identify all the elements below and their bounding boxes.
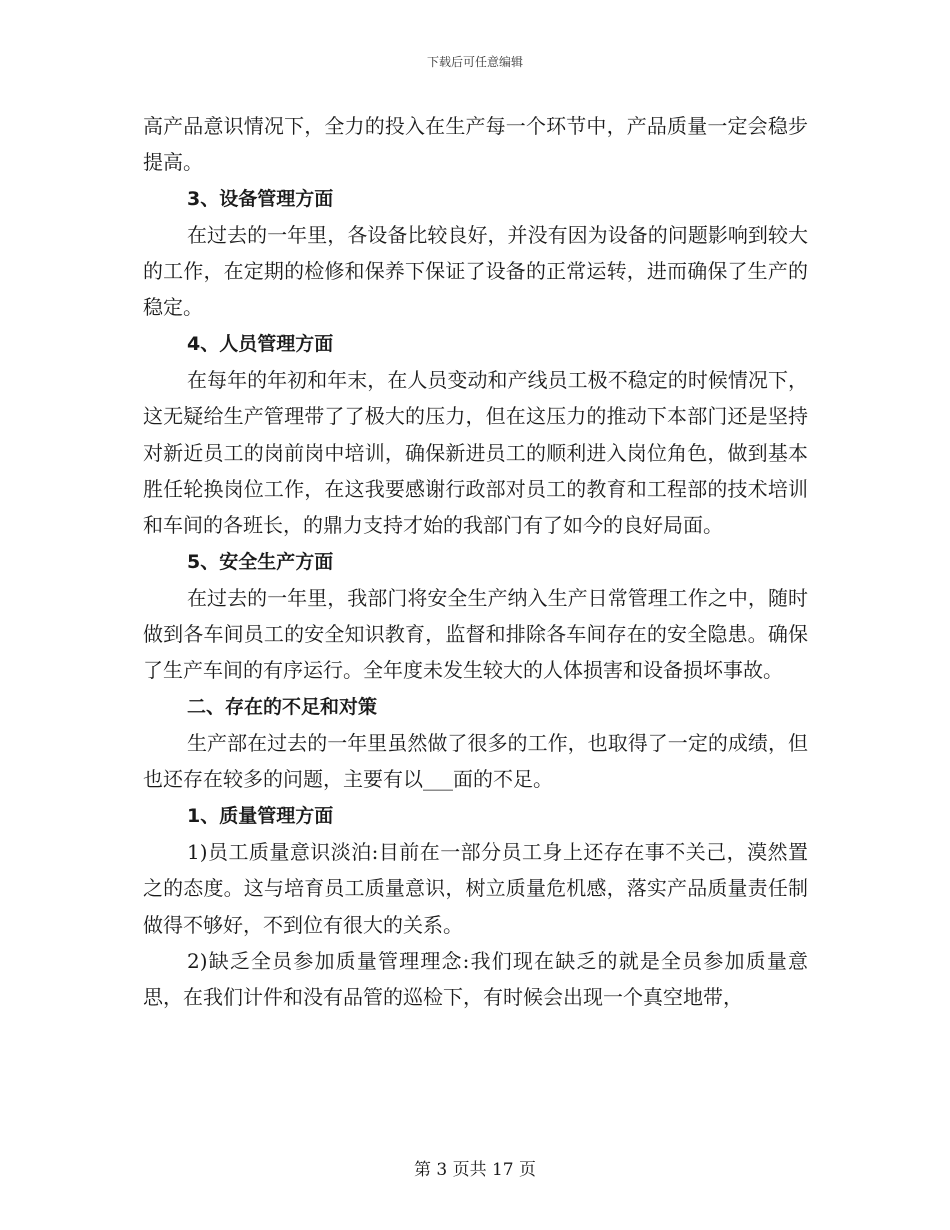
paragraph: 2)缺乏全员参加质量管理理念:我们现在缺乏的就是全员参加质量意思，在我们计件和没有品管的巡检下，有时候会出现一个真空地带，	[143, 948, 808, 1010]
paragraph: 1)员工质量意识淡泊:目前在一部分员工身上还存在事不关己，漠然置之的态度。这与培育员工质量意识，树立质量危机感，落实产品质量责任制做得不够好，不到位有很大的关系。	[143, 839, 808, 937]
section-heading: 4、人员管理方面	[187, 332, 334, 355]
section-heading: 3、设备管理方面	[187, 187, 334, 210]
document-body	[143, 108, 808, 1015]
page-number-footer: 第 3 页共 17 页	[413, 1160, 537, 1180]
paragraph: 高产品意识情况下，全力的投入在生产每一个环节中，产品质量一定会稳步提高。	[143, 114, 808, 175]
section-heading: 5、安全生产方面	[187, 550, 334, 573]
paragraph: 在过去的一年里，我部门将安全生产纳入生产日常管理工作之中，随时做到各车间员工的安全知识教育，监督和排除各车间存在的安全隐患。确保了生产车间的有序运行。全年度未发生较大的人体损害和设备损坏事故。	[143, 585, 808, 683]
paragraph: 在过去的一年里，各设备比较良好，并没有因为设备的问题影响到较大的工作，在定期的检修和保养下保证了设备的正常运转，进而确保了生产的稳定。	[143, 222, 808, 320]
paragraph: 生产部在过去的一年里虽然做了很多的工作，也取得了一定的成绩，但也还存在较多的问题，主要有以___面的不足。	[143, 731, 808, 792]
page-header-note: 下载后可任意编辑	[426, 55, 523, 69]
paragraph: 在每年的年初和年末，在人员变动和产线员工极不稳定的时候情况下，这无疑给生产管理带了了极大的压力，但在这压力的推动下本部门还是坚持对新近员工的岗前岗中培训，确保新进员工的顺利进入岗位角色，做到基本胜任轮换岗位工作，在这我要感谢行政部对员工的教育和工程部的技术培训和车间的各班长，的鼎力支持才始的我部门有了如今的良好局面。	[143, 368, 808, 538]
section-heading: 二、存在的不足和对策	[187, 695, 378, 718]
section-heading: 1、质量管理方面	[187, 804, 334, 827]
